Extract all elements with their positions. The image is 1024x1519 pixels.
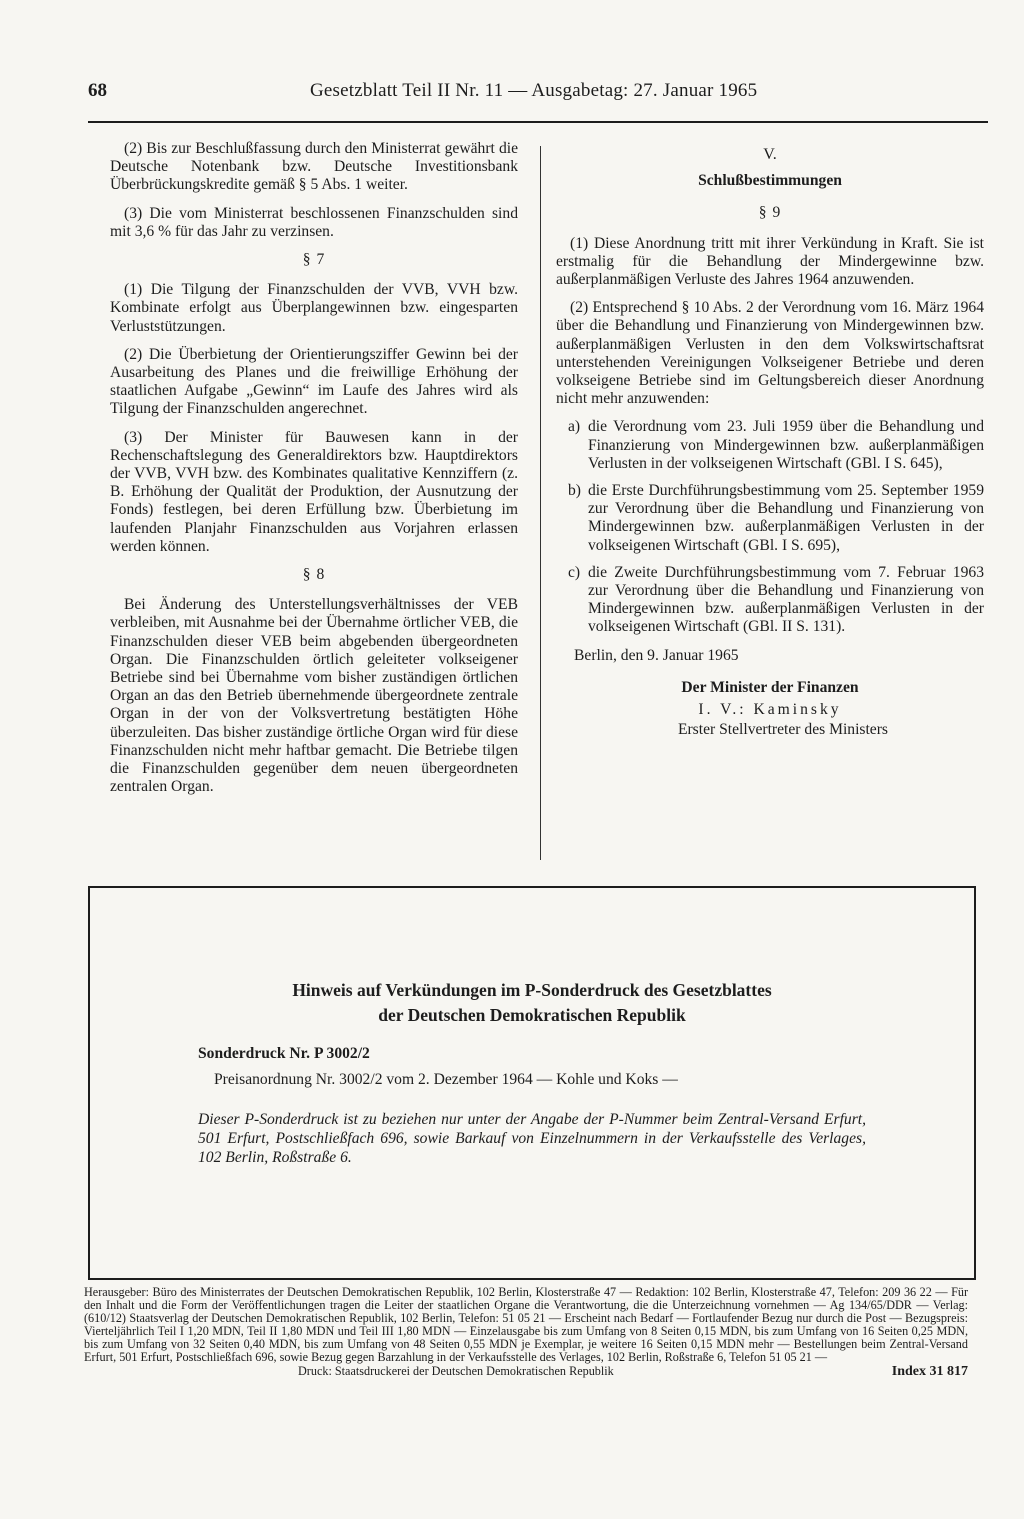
paragraph: (3) Der Minister für Bauwesen kann in der Rechenschaftslegung des Generaldirektors bzw. Hauptdirektors der VVB, VVH bzw. des Kombinates qualitative Kennziffern (z. B. Erhöhung der Qualität der Produktion, der Ausnutzung der Fonds) festlegen, bei deren Erfüllung bzw. Überbietung im laufenden Planjahr Finanzschulden aus Vorjahren erlassen werden können.	[110, 428, 518, 555]
section-heading-8: § 8	[302, 566, 326, 584]
paragraph: (3) Die vom Ministerrat beschlossenen Finanzschulden sind mit 3,6 % für das Jahr zu verzinsen.	[110, 204, 518, 240]
list-item-label: b)	[568, 482, 581, 500]
notice-body: Dieser P-Sonderdruck ist zu beziehen nur unter der Angabe der P-Nummer beim Zentral-Versand Erfurt, 501 Erfurt, Postschließfach 696, sowie Barkauf von Einzelnummern in der Verkaufsstelle des Verlages, 102 Berlin, Roßstraße 6.	[198, 1111, 866, 1166]
list-item	[556, 482, 984, 555]
special-print-number: Sonderdruck Nr. P 3002/2	[198, 1045, 370, 1062]
publication-notice-box	[88, 886, 976, 1280]
signatory-name: I. V.: Kaminsky	[698, 701, 842, 719]
list-item	[556, 564, 984, 637]
notice-title-line: Hinweis auf Verkündungen im P-Sonderdruck des Gesetzblattes	[292, 980, 772, 1000]
paragraph: (2) Bis zur Beschlußfassung durch den Ministerrat gewährt die Deutsche Notenbank bzw. Deutsche Investitionsbank Überbrückungskredite gemäß § 5 Abs. 1 weiter.	[110, 140, 518, 194]
list-item-text: die Zweite Durchführungsbestimmung vom 7. Februar 1963 zur Verordnung über die Behandlung und Finanzierung von Mindergewinnen bzw. außerplanmäßigen Verlusten in der volkseigenen Wirtschaft (GBl. II S. 131).	[588, 563, 984, 636]
header-rule	[88, 121, 988, 123]
paragraph: (2) Die Überbietung der Orientierungsziffer Gewinn bei der Ausarbeitung des Planes und die freiwillige Erhöhung der staatlichen Aufgabe „Gewinn“ im Laufe des Jahres wird als Tilgung der Finanzschulden angerechnet.	[110, 345, 518, 418]
right-column	[556, 146, 984, 739]
paragraph: (1) Die Tilgung der Finanzschulden der VVB, VVH bzw. Kombinate erfolgt aus Überplangewinnen bzw. eingesparten Verluststützungen.	[110, 281, 518, 335]
list-item-label: a)	[568, 418, 581, 436]
place-date-line: Berlin, den 9. Januar 1965	[574, 646, 739, 664]
signatory-title: Der Minister der Finanzen	[681, 678, 859, 696]
column-divider	[540, 146, 541, 860]
printer-line: Druck: Staatsdruckerei der Deutschen Demokratischen Republik	[298, 1363, 614, 1378]
imprint-text: Herausgeber: Büro des Ministerrates der Deutschen Demokratischen Republik, 102 Berlin, Klosterstraße 47 — Redaktion: 102 Berlin, Klosterstraße 47, Telefon: 209 36 22 — Für den Inhalt und die Form der Veröffentlichungen tragen die Leiter der staatlichen Organe die Verantwortung, die die Unterzeichnung vornehmen — Ag 134/65/DDR — Verlag: (610/12) Staatsverlag der Deutschen Demokratischen Republik, 102 Berlin, Telefon: 51 05 21 — Erscheint nach Bedarf — Fortlaufender Bezug nur durch die Post — Bezugspreis: Vierteljährlich Teil I 1,20 MDN, Teil II 1,80 MDN und Teil III 1,80 MDN — Einzelausgabe bis zum Umfang von 8 Seiten 0,15 MDN, bis zum Umfang von 16 Seiten 0,25 MDN, bis zum Umfang von 32 Seiten 0,40 MDN, bis zum Umfang von 48 Seiten 0,55 MDN je Exemplar, je weitere 16 Seiten 0,15 MDN mehr — Bestellungen beim Zentral-Versand Erfurt, 501 Erfurt, Postschließfach 696, sowie Bezug gegen Barzahlung in der Verkaufsstelle des Verlages, 102 Berlin, Roßstraße 6, Telefon 51 05 21 —	[84, 1285, 968, 1365]
list-item-text: die Verordnung vom 23. Juli 1959 über die Behandlung und Finanzierung von Mindergewinnen bzw. außerplanmäßigen Verlusten in der volkseigenen Wirtschaft (GBl. I S. 645),	[588, 418, 984, 472]
page-header	[88, 80, 988, 116]
part-title: Schlußbestimmungen	[698, 172, 842, 190]
signatory-role: Erster Stellvertreter des Ministers	[677, 721, 888, 739]
paragraph: (1) Diese Anordnung tritt mit ihrer Verkündung in Kraft. Sie ist erstmalig für die Behandlung der Mindergewinne bzw. außerplanmäßigen Verluste des Jahres 1964 anzuwenden.	[556, 234, 984, 289]
gazette-title: Gesetzblatt Teil II Nr. 11 — Ausgabetag: 27. Januar 1965	[310, 80, 758, 101]
paragraph: (2) Entsprechend § 10 Abs. 2 der Verordnung vom 16. März 1964 über die Behandlung und Finanzierung von Mindergewinnen bzw. außerplanmäßigen Verlusten in den dem Volkswirtschaftsrat unterstehenden Vereinigungen Volkseigener Betriebe und deren volkseigene Betriebe sind im Geltungsbereich dieser Anordnung nicht mehr anzuwenden:	[556, 299, 984, 408]
section-heading-7: § 7	[302, 251, 326, 269]
page-number: 68	[88, 80, 107, 101]
left-column	[110, 140, 518, 807]
paragraph: Bei Änderung des Unterstellungsverhältnisses der VEB verbleiben, mit Ausnahme bei der Übernahme örtlicher VEB, die Finanzschulden dieser VEB beim abgebenden übergeordneten Organ. Die Finanzschulden örtlich geleiteter volkseigener Betriebe sind bei Übernahme vom bisher zuständigen örtlichen Organ an das den Betrieb übernehmende übergeordnete zentrale Organ in der von der Volksvertretung bestätigten Höhe überzuleiten. Das bisher zuständige örtliche Organ wird für diese Finanzschulden nicht mehr haftbar gemacht. Die Betriebe tilgen die Finanzschulden gegenüber dem neuen übergeordneten zentralen Organ.	[110, 596, 518, 796]
section-heading-9: § 9	[758, 204, 782, 222]
list-item	[556, 418, 984, 473]
index-number: Index 31 817	[891, 1363, 968, 1379]
list-item-label: c)	[568, 563, 581, 581]
price-order-line: Preisanordnung Nr. 3002/2 vom 2. Dezember 1964 — Kohle und Koks —	[214, 1071, 678, 1088]
notice-title	[90, 978, 974, 1028]
list-item-text: die Erste Durchführungsbestimmung vom 25. September 1959 zur Verordnung über die Behandlung und Finanzierung von Mindergewinnen bzw. außerplanmäßigen Verlusten in der volkseigenen Wirtschaft (GBl. I S. 695),	[588, 482, 984, 554]
imprint-last-line	[84, 1365, 968, 1378]
part-number: V.	[763, 146, 777, 163]
imprint	[84, 1286, 968, 1378]
notice-title-line: der Deutschen Demokratischen Republik	[378, 1005, 686, 1025]
